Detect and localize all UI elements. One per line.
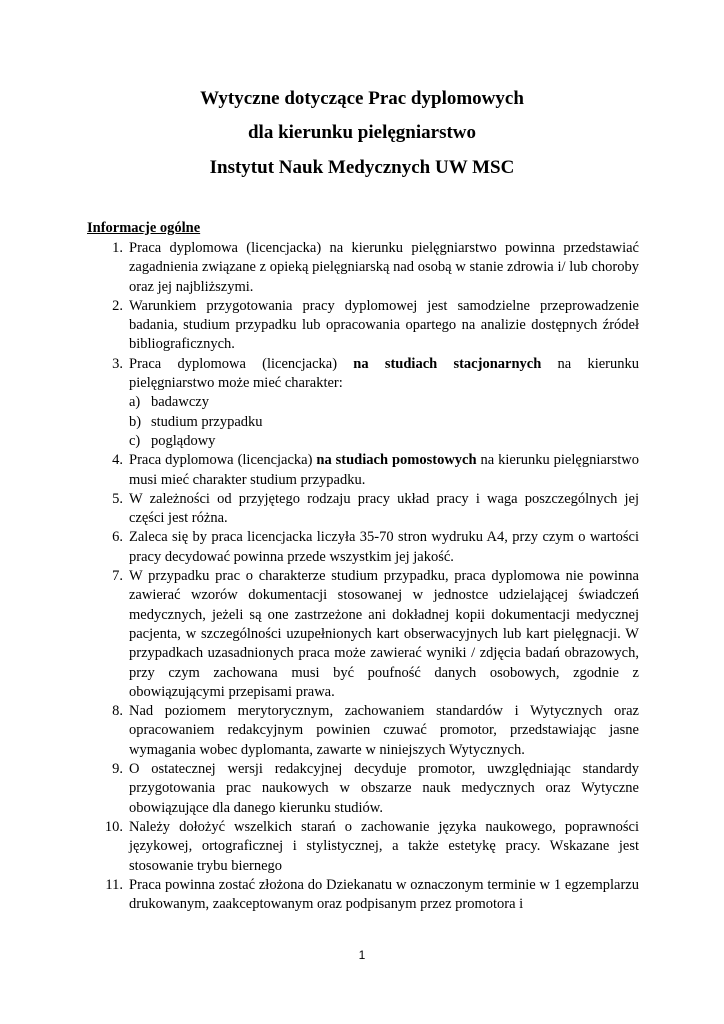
sublist: [129, 393, 639, 451]
list-item-text: Nad poziomem merytorycznym, zachowaniem standardów i Wytycznych oraz opracowaniem redakcyjnym powinien czuwać promotor, przedstawiając jasne wymagania wobec dyplomanta, zawarte w niniejszych Wytycznych.: [129, 703, 639, 758]
list-item: [0, 702, 639, 760]
list-item: [0, 760, 639, 818]
list-item: [0, 355, 639, 451]
sublist-item: [129, 393, 639, 412]
section-heading: Informacje ogólne: [87, 220, 201, 236]
sublist-item: [129, 432, 639, 451]
list-item: [0, 876, 639, 915]
list-item-number: 11.: [105, 876, 123, 893]
list-item-number: 1.: [112, 240, 123, 256]
page-number: 1: [358, 948, 366, 962]
list-item-text: Warunkiem przygotowania pracy dyplomowej jest samodzielne przeprowadzenie badania, studium przypadku lub opracowania opartego na analizie dostępnych źródeł bibliograficznych.: [129, 297, 639, 353]
list-item: [0, 239, 639, 297]
title-line-2: dla kierunku pielęgniarstwo: [247, 122, 477, 143]
list-item-number: 2.: [112, 297, 123, 314]
list-item-number: 8.: [112, 703, 123, 720]
list-item-text: Praca dyplomowa (licencjacka) na kierunku pielęgniarstwo powinna przedstawiać zagadnienia związane z opieką pielęgniarską nad osobą w stanie zdrowia i/ lub choroby oraz jej najbliższymi.: [129, 240, 639, 295]
list-item-number: 6.: [112, 529, 123, 546]
list-item-text: O ostatecznej wersji redakcyjnej decyduje promotor, uwzględniając standardy przygotowania prac naukowych w obszarze nauk medycznych oraz Wytyczne obowiązujące dla danego kierunku studiów.: [129, 761, 639, 816]
list-item: [0, 818, 639, 876]
list-item-text-bold: na studiach pomostowych: [316, 452, 477, 469]
list-item: [0, 297, 639, 355]
sublist-item-text: poglądowy: [151, 432, 216, 449]
list-item-text-pre: Praca dyplomowa (licencjacka): [129, 355, 354, 372]
list-item-text: W przypadku prac o charakterze studium przypadku, praca dyplomowa nie powinna zawierać wzorów dokumentacji stosowanej w jednostce udzielającej świadczeń medycznych, jeżeli są one zastrzeżone ani dokładnej kopii dokumentacji medycznej pacjenta, w szczególności uzupełnionych kart obserwacyjnych lub kart pielęgnacji. W przypadkach uzasadnionych praca może zawierać wyniki / zdjęcia badań obrazowych, przy czym zachowana musi być poufność danych osobowych, zgodnie z obowiązującymi przepisami prawa.: [129, 568, 639, 700]
list-item-text-post: na kierunku pielęgniarstwo musi mieć charakter studium przypadku.: [129, 452, 640, 488]
list-item-text: W zależności od przyjętego rodzaju pracy układ pracy i waga poszczególnych jej części jest różna.: [129, 490, 639, 527]
list-item-text-post: na kierunku pielęgniarstwo może mieć charakter:: [129, 355, 639, 392]
list-item-number: 10.: [104, 818, 123, 835]
list-item-text-pre: Praca dyplomowa (licencjacka): [129, 452, 317, 469]
sublist-item-text: studium przypadku: [151, 413, 263, 430]
list-item: [0, 451, 639, 490]
list-item: [0, 528, 639, 567]
list-item-text: Praca powinna zostać złożona do Dziekanatu w oznaczonym terminie w 1 egzemplarzu drukowanym, zaakceptowanym oraz podpisanym przez promotora i: [129, 876, 639, 913]
sublist-item-letter: b): [129, 413, 142, 430]
title-line-3: Instytut Nauk Medycznych UW MSC: [209, 157, 515, 178]
list-item-text-bold: na studiach stacjonarnych: [353, 355, 542, 372]
list-item-text: Zaleca się by praca licencjacka liczyła 35-70 stron wydruku A4, przy czym o wartości pracy decydować powinna przede wszystkim jej jakość.: [129, 529, 639, 565]
title-line-1: Wytyczne dotyczące Prac dyplomowych: [200, 88, 524, 109]
sublist-item: [129, 413, 639, 432]
sublist-item-text: badawczy: [151, 394, 209, 411]
list-item: [0, 567, 639, 702]
list-item-number: 3.: [112, 355, 123, 372]
list-item-number: 9.: [112, 761, 123, 778]
list-item: [0, 490, 639, 529]
sublist-item-letter: a): [129, 394, 141, 411]
list-item-number: 5.: [112, 490, 123, 507]
list-item-number: 7.: [112, 568, 123, 585]
list-item-number: 4.: [112, 452, 123, 469]
guidelines-list: [0, 239, 724, 914]
list-item-text: Należy dołożyć wszelkich starań o zachowanie języka naukowego, poprawności językowej, ortograficznej i stylistycznej, a także estetykę pracy. Wskazane jest stosowanie trybu biernego: [129, 818, 639, 874]
sublist-item-letter: c): [129, 432, 141, 449]
